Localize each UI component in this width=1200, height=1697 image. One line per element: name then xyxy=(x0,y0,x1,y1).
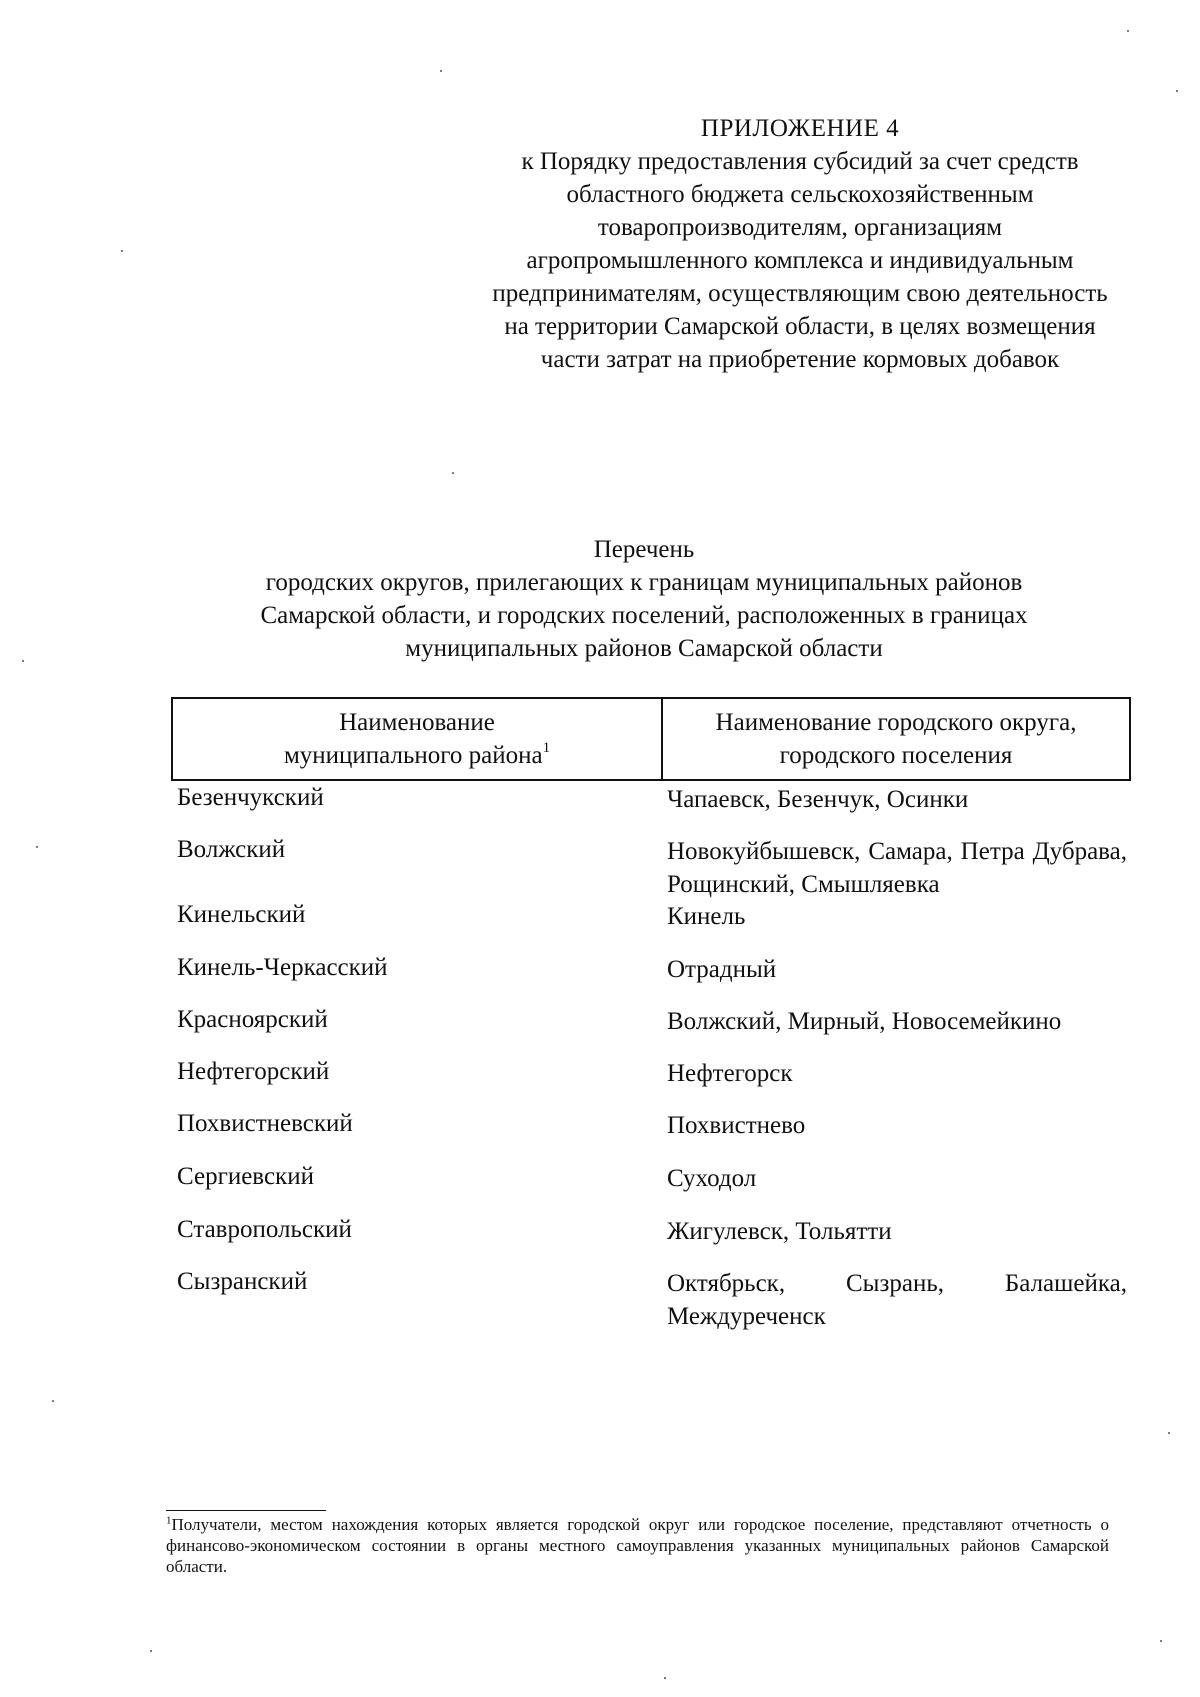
town-list: Суходол xyxy=(667,1165,757,1192)
district-name: Волжский xyxy=(177,836,286,863)
district-name: Ставропольский xyxy=(177,1216,352,1243)
header-district-line1: Наименование xyxy=(339,709,495,736)
appendix-line: части затрат на приобретение кормовых добавок xyxy=(540,346,1060,373)
town-list: Похвистнево xyxy=(667,1112,806,1139)
scan-speck xyxy=(1168,1432,1170,1434)
appendix-line: товаропроизводителям, организациям xyxy=(597,214,1003,241)
appendix-line: агропромышленного комплекса и индивидуальным xyxy=(526,247,1074,274)
district-name: Сергиевский xyxy=(177,1163,314,1190)
table-header xyxy=(171,697,1131,781)
appendix-block xyxy=(445,112,1155,376)
appendix-line: к Порядку предоставления субсидий за счет средств xyxy=(521,148,1079,175)
list-heading xyxy=(150,533,1138,665)
scan-speck xyxy=(452,472,454,474)
heading-line: городских округов, прилегающих к границам муниципальных районов xyxy=(265,569,1023,596)
scan-speck xyxy=(664,1677,666,1679)
district-name: Красноярский xyxy=(177,1006,328,1033)
scan-speck xyxy=(1160,1640,1162,1642)
header-town-cell xyxy=(663,699,1129,779)
scan-speck xyxy=(1127,30,1129,32)
heading-line: Самарской области, и городских поселений, расположенных в границах xyxy=(260,602,1028,629)
district-name: Безенчукский xyxy=(177,784,324,811)
district-name: Похвистневский xyxy=(177,1110,353,1137)
scan-speck xyxy=(36,846,38,848)
heading-line: муниципальных районов Самарской области xyxy=(405,635,883,662)
appendix-title: ПРИЛОЖЕНИЕ 4 xyxy=(700,115,900,142)
scan-speck xyxy=(52,1400,54,1402)
scan-speck xyxy=(440,70,442,72)
scan-speck xyxy=(150,1650,152,1652)
town-list: Отрадный xyxy=(667,956,777,983)
district-name: Кинель-Черкасский xyxy=(177,954,388,981)
district-name: Нефтегорский xyxy=(177,1058,330,1085)
appendix-line: на территории Самарской области, в целях возмещения xyxy=(504,313,1096,340)
header-district-cell xyxy=(173,699,663,779)
scan-speck xyxy=(121,250,123,252)
scan-speck xyxy=(1176,90,1178,92)
town-list: Кинель xyxy=(667,903,746,930)
footnote xyxy=(166,1514,1109,1577)
footnote-mark: 1 xyxy=(542,739,551,756)
scan-speck xyxy=(22,660,24,662)
town-list: Жигулевск, Тольятти xyxy=(667,1218,892,1245)
town-list: Октябрьск, Сызрань, Балашейка, Междуреченск xyxy=(667,1270,1127,1330)
header-town-line1: Наименование городского округа, xyxy=(715,709,1077,736)
town-list: Чапаевск, Безенчук, Осинки xyxy=(667,786,969,813)
header-town-line2: городского поселения xyxy=(779,742,1013,769)
footnote-text: Получатели, местом нахождения которых является городской округ или городское поселение, представляют отчетность о финансово-экономическом состоянии в органы местного самоуправления указанных муниципальных районов Самарской области. xyxy=(166,1515,1109,1576)
town-list: Волжский, Мирный, Новосемейкино xyxy=(667,1008,1062,1035)
header-district-line2 xyxy=(284,739,550,772)
district-name: Сызранский xyxy=(177,1268,308,1295)
district-name: Кинельский xyxy=(177,901,306,928)
appendix-line: областного бюджета сельскохозяйственным xyxy=(566,181,1034,208)
town-list: Нефтегорск xyxy=(667,1060,793,1087)
appendix-line: предпринимателям, осуществляющим свою деятельность xyxy=(492,280,1108,307)
footnote-number: 1 xyxy=(166,1514,172,1527)
heading-title: Перечень xyxy=(593,536,695,563)
town-list: Новокуйбышевск, Самара, Петра Дубрава, Рощинский, Смышляевка xyxy=(667,838,1127,898)
footnote-divider xyxy=(166,1510,326,1511)
header-district-text: муниципального района xyxy=(283,742,543,769)
